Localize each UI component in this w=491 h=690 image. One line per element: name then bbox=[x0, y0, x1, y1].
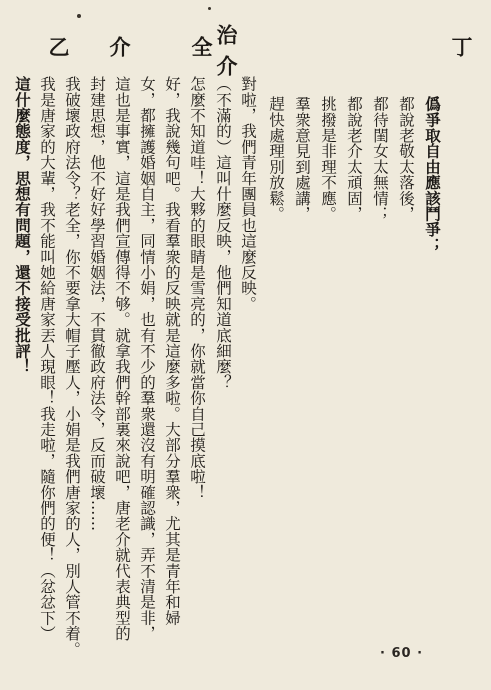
page-number: · 60 · bbox=[380, 646, 424, 661]
binding-hole bbox=[208, 7, 211, 10]
speaker-ding: 丁 bbox=[449, 36, 474, 67]
text-column: 羣衆意見到處講， bbox=[293, 96, 311, 222]
text-column: 好，我說幾句吧。我看羣衆的反映就是這麼多啦。大部分羣衆，尤其是青年和婦 bbox=[163, 76, 181, 626]
speaker-zhijie: 治介 bbox=[214, 24, 239, 86]
text-column: 這什麼態度，思想有問題，還不接受批評！ bbox=[13, 76, 32, 375]
text-column: 女，都擁護婚姻自主，同情小娟，也有不少的羣衆還沒有明確認識，弄不清是非， bbox=[138, 76, 156, 642]
text-column: 怎麼不知道哇！大夥的眼睛是雪亮的，你就當你自己摸底啦！ bbox=[188, 76, 206, 500]
binding-hole bbox=[77, 14, 81, 18]
text-column: 我破壞政府法令？老全，你不要拿大帽子壓人，小娟是我們唐家的人，別人管不着。 bbox=[63, 76, 81, 657]
text-column: 都說老敬太落後， bbox=[397, 96, 415, 222]
text-column: 對啦，我們青年團員也這麼反映。 bbox=[239, 76, 257, 312]
text-column: 我是唐家的大輩，我不能叫她給唐家丟人現眼！我走啦，隨你們的便！（忿忿下） bbox=[38, 76, 56, 642]
text-column: 封建思想，他不好好學習婚姻法，不貫徹政府法令，反而破壞…… bbox=[88, 76, 106, 532]
text-column: 都待閨女太無情； bbox=[371, 96, 389, 222]
speaker-yi: 乙 bbox=[46, 36, 71, 67]
text-column: 這也是事實，這是我們宣傳得不够。就拿我們幹部裏來說吧，唐老介就代表典型的 bbox=[113, 76, 131, 642]
text-column: （不滿的）這叫什麼反映，他們知道底細麼？ bbox=[214, 76, 232, 390]
speaker-quan: 全 bbox=[189, 36, 214, 67]
text-column: 都說老介太頑固， bbox=[345, 96, 363, 222]
speaker-jie: 介 bbox=[107, 36, 132, 67]
text-column: 僞爭取自由應該鬥爭； bbox=[423, 96, 442, 253]
text-column: 趕快處理別放鬆。 bbox=[267, 96, 285, 222]
text-column: 挑撥是非理不應。 bbox=[319, 96, 337, 222]
